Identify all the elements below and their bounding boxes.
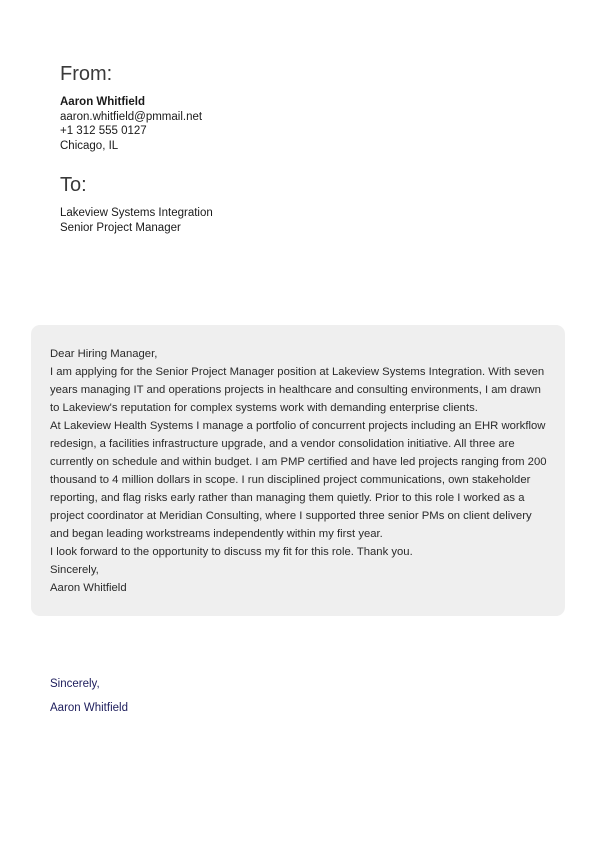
recipient-company: Lakeview Systems Integration: [60, 207, 213, 219]
signoff-closing: Sincerely,: [50, 678, 100, 690]
from-heading: From:: [60, 63, 113, 85]
letter-paragraph: I am applying for the Senior Project Manager position at Lakeview Systems Integration. With seven years managing IT and operations projects in healthcare and consulting environments, I am drawn to Lakeview's reputation for complex systems work with demanding enterprise clients.: [50, 366, 545, 414]
letter-body-box: [31, 325, 565, 616]
recipient-position: Senior Project Manager: [60, 221, 181, 234]
sender-details: [60, 95, 202, 153]
letter-salutation: Dear Hiring Manager,: [50, 348, 158, 360]
letter-closing: Sincerely,: [50, 564, 99, 576]
sender-phone: +1 312 555 0127: [60, 125, 147, 137]
recipient-details: [60, 206, 213, 235]
sender-name: Aaron Whitfield: [60, 96, 145, 108]
letter-paragraph: I look forward to the opportunity to discuss my fit for this role. Thank you.: [50, 546, 413, 558]
letter-paragraph: At Lakeview Health Systems I manage a portfolio of concurrent projects including an EHR workflow redesign, a facilities infrastructure upgrade, and a vendor consolidation initiative. All three are currently on schedule and within budget. I am PMP certified and have led projects ranging from 200 thousand to 4 million dollars in scope. I run disciplined project communications, own stakeholder reporting, and flag risks early rather than managing them quietly. Prior to this role I worked as a project coordinator at Meridian Consulting, where I supported three senior PMs on client delivery and began leading workstreams independently within my first year.: [50, 420, 547, 540]
letter-signature: Aaron Whitfield: [50, 582, 127, 594]
signoff-name: Aaron Whitfield: [50, 702, 128, 714]
sender-email: aaron.whitfield@pmmail.net: [60, 110, 203, 123]
letter-body: [50, 345, 550, 597]
to-heading: To:: [60, 174, 87, 196]
sender-location: Chicago, IL: [60, 139, 119, 152]
